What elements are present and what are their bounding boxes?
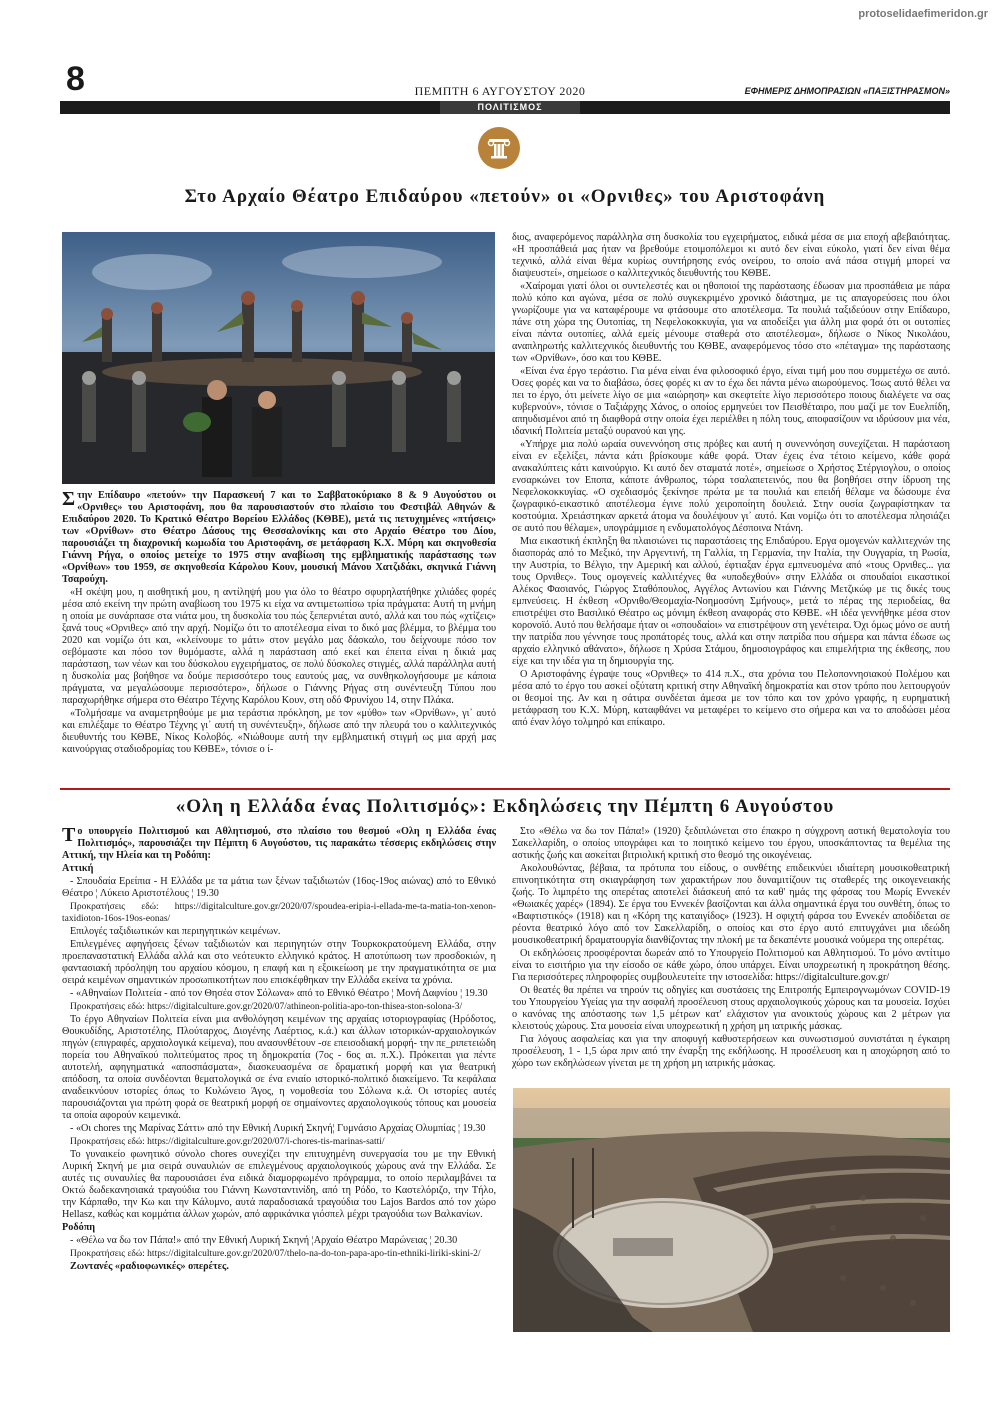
article2-paragraph: Οι εκδηλώσεις προσφέρονται δωρεάν από το Υπουργείο Πολιτισμού και Αθλητισμού. Το μόνο αντίτιμο είναι το εισιτήριο για την είσοδο σε κάθε χώρο, όπου υπάρχει. Είναι υποχρεωτική η προκράτηση θέσης. Για περισσότερες πληροφορίες συμβουλευτείτε την ιστοσελίδα: https://digitalculture.gov.gr/	[512, 948, 950, 983]
article2-paragraph: Για λόγους ασφαλείας και για την αποφυγή καθυστερήσεων και συνωστισμού συνιστάται η έγκαιρη προσέλευση, 1 - 1,5 ώρα πριν από την έναρξη της εκδήλωσης. Η προσέλευση και η αποχώρηση από το χώρο των εκδηλώσεων γίνεται με τη χρήση μη ιατρικής μάσκας.	[512, 1034, 950, 1069]
booking-link[interactable]: Προκρατήσεις εδώ: https://digitalculture.gov.gr/2020/07/i-chores-tis-marinas-satti/	[70, 1137, 385, 1147]
article1-paragraph: Μια εικαστική έκπληξη θα πλαισιώνει τις παραστάσεις της Επιδαύρου. Εργα ομογενών καλλιτεχνών της διασποράς από το Μεξικό, την Αργεντινή, τη Γαλλία, τη Γερμανία, την Ιταλία, την Ουγγαρία, τη Ρωσία, την Αυστρία, το Βέλγιο, την Αμερική και αλλού, έφτιαξαν έργα εμπνευσμένα από «τους Ορνιθες... για τους Ορνιθες». Τους ομογενείς καλλιτέχνες θα «υποδεχθούν» στην Ελλάδα οι σπουδαίοι εικαστικοί Αλέκος Φασιανός, Γιώργος Σταθόπουλος, Αγγέλος Αντωνίου και Γιάννης Μετζικώφ με τις δικές τους εμπνεύσεις. Η έκθεση «Ορνιθο/Θεομαχία-Νοημοσύνη Σμήνους», μετά το πέρας της περιοδείας, θα επιστρέψει στο Βασιλικό Θέατρο ως μόνιμη έκθεση αναφοράς στο ΚΘΒΕ. «Η ιδέα γεννήθηκε μέσα στον κορονοϊό. Αυτό που θελήσαμε ήταν οι «σπουδαίοι» να επιστρέψουν στη γενέτειρα. Όχι όμως μόνο σε αυτή την πατρίδα που γέννησε τους προπάτορές τους, αλλά και στην πατρίδα που σήμερα και πάντα έδωσε ως αρχαίο ελληνικό αθάνατο», δήλωσε η Χρύσα Στάμου, δημοσιογράφος και επιμελήτρια της έκθεσης, που είχε και την ιδέα για τη δημιουργία της.	[512, 536, 950, 667]
event-line: Ζωντανές «ραδιοφωνικές» οπερέτες.	[70, 1261, 229, 1272]
article1-left-column	[62, 490, 496, 780]
ancient-theatre-photo	[513, 1088, 950, 1332]
event-line: Το γυναικείο φωνητικό σύνολο chores συνεχίζει την επιτυχημένη συνεργασία του με την Εθνική Λυρική Σκηνή με μια σειρά συναυλιών σε επιλεγμένους αρχαιολογικούς χώρους ανά την Ελλάδα. Σε αυτές τις συναυλίες θα παρουσιάσει ένα ειδικά διαμορφωμένο πρόγραμμα, το οποίο περιλαμβάνει τα Οκτώ δωδεκανησιακά τραγούδια του Γιάννη Κωνσταντινίδη, από τη Ρόδο, το Καστελόριζο, την Τήλο, την Κάρπαθο, την Κω και την Κάλυμνο, αυτά παραδοσιακά τραγούδια του Lajos Bardos από τον χώρο Hellasz, καθώς και κομμάτια άλλων χωρών, από αφρικάνικα γιόσπελ μέχρι τραγούδια των Βαλκανίων.	[62, 1149, 496, 1220]
event-line: - «Οι chores της Μαρίνας Σάττι» από την Εθνική Λυρική Σκηνή¦ Γυμνάσιο Αρχαίας Ολυμπίας ¦ 19.30	[70, 1123, 486, 1134]
article1-paragraph: «Χαίρομαι γιατί όλοι οι συντελεστές και οι ηθοποιοί της παράστασης έδωσαν μια προσπάθεια με πάρα πολύ κόπο και αγώνα, μέσα σε πολύ συγκεκριμένο χρονικό διάστημα, με τις απαγορεύσεις που όλοι γνωρίζουμε για να καταφέρουμε να φτάσουμε στο αποτέλεσμα. Τα πουλιά ταξιδεύουν στην Επίδαυρο, πάνε στη χώρα της Ουτοπίας, τη Νεφελοκοκκυγία, για να αποδείξει για άλλη μια φορά ότι οι ουτοπίες είναι πάντα ουτοπίες, αλλά εμείς μένουμε σταθερά στο αποτέλεσμα», δήλωσε ο Νίκος Νικολάου, αναπληρωτής καλλιτεχνικός διευθυντής του ΚΘΒΕ, αναφερόμενος τόσο στο «πέταγμα» της παράστασης των «Ορνίθων», όσο και του ΚΘΒΕ.	[512, 281, 950, 364]
event-line: Επιλεγμένες αφηγήσεις ξένων ταξιδιωτών και περιηγητών στην Τουρκοκρατούμενη Ελλάδα, στην προεπαναστατική Ελλάδα αλλά και στο νεότευκτο ελληνικό κράτος. Η αποτύπωση των προσδοκιών, η φαντασιακή πρόσληψη του αρχαίου κόσμου, η επαφή και η εξοικείωση με την πραγματικότητα σε μια σειρά κειμένων σημαντικών προσωπικοτήτων που επισκέφθηκαν την Ελλάδα εκείνα τα χρόνια.	[62, 939, 496, 986]
section-label: ΠΟΛΙΤΙΣΜΟΣ	[440, 101, 580, 114]
ionic-column-emblem-icon	[478, 127, 520, 169]
dropcap-letter: Τ	[62, 826, 76, 846]
article1-paragraph: «Υπήρχε μια πολύ ωραία συνεννόηση στις πρόβες και αυτή η συνεννόηση συνεχίζεται. Η παράσταση είναι εν εξελίξει, πάντα κάτι βρίσκουμε κάθε φορά. Όταν έχεις ένα τέτοιο κείμενο, κάθε φορά ανακαλύπτεις κάτι καινούργιο. Κι αυτό δεν σταματά ποτέ», σημείωσε ο Χρήστος Στέργιογλου, ο οποίος ενσαρκώνει τον Εποπα, κάποτε άνθρωπος, τώρα τσαλαπετεινός, που θα βοηθήσει στην ίδρυση της Νεφελοκοκκυγίας. «Ο σχεδιασμός ξεκίνησε πρώτα με τα πουλιά και επειδή θέλαμε να δώσουμε ένα ζωγραφικό-εικαστικό αποτέλεσμα έγινε πολύ χειροποίητη δουλειά. Στην ουσία ζωγραφίστηκαν τα κοστούμια. Χρειάστηκαν αρκετά άτομα να δουλέψουν γι᾽ αυτό. Και νομίζω ότι το αποτέλεσμα πλησιάζει σε αυτό που θέλαμε», υπογράμμισε η ενδυματολόγος Δέσποινα Ντάνη.	[512, 439, 950, 534]
booking-link[interactable]: Προκρατήσεις εδώ: https://digitalculture.gov.gr/2020/07/spoudea-eripia-i-ellada-me-ta-matia-ton-xenon-taxidioton-16os-19os-eonas/	[62, 902, 496, 924]
article2-paragraph: Οι θεατές θα πρέπει να τηρούν τις οδηγίες και συστάσεις της Επιτροπής Εμπειρογνωμόνων COVID-19 του Υπουργείου Υγείας για την ασφαλή προσέλευση στους αρχαιολογικούς χώρους και τα μουσεία. Ισχύει ο κανόνας της απόστασης των 1,5 μέτρων κατ' ελάχιστον για ανοικτούς χώρους και 2 μέτρων για κλειστούς χώρους. Στα μουσεία είναι υποχρεωτική η χρήση μη ιατρικής μάσκας.	[512, 985, 950, 1032]
article1-paragraph: «Τολμήσαμε να αναμετρηθούμε με μια τεράστια πρόκληση, με τον «μύθο» των «Ορνίθων», γι᾽ αυτό και επιλέξαμε το Θέατρο Τέχνης γι᾽ αυτή τη συνέντευξη», δήλωσε από την πλευρά του ο καλλιτεχνικός διευθυντής του ΚΘΒΕ, Νίκος Κολοβός. «Νιώθουμε αυτή την εμβληματική στιγμή ως μια αρχή μας καινούργιας σταδιοδρομίας του ΚΘΒΕ», τόνισε ο ί-	[62, 708, 496, 755]
region-heading-rodopi: Ροδόπη	[62, 1222, 96, 1233]
event-line: Το έργο Αθηναίων Πολιτεία είναι μια ανθολόγηση κειμένων της αρχαίας ιστοριογραφίας (Ηρόδοτος, Θουκυδίδης, Αριστοτέλης, Πλούταρχος, Διογένης Λαέρτιος, κ.ά.) και άλλων ιστορικών-αρχαιολογικών πηγών (επιγραφές, αρχαιολογικά κείμενα), που ανασυνθέτουν -σε επεισοδιακή μορφή- την πε_ριπετειώδη πορεία του Αθηναϊκού πολιτεύματος προς τη δημοκρατία (7ος - 6ος αι. π.Χ.). Πρόκειται για πέντε αυτοτελή, αφηγηματικά «αποσπάσματα», διασκευασμένα σε δραματική μορφή και για θεατρική απόδοση, τα οποία συνδέονται θεματολογικά σε ένα ενιαίο ιστορικό-πολιτικό διακείμενο. Τα κεφάλαια αναδεικνύουν ιστορίες όπως το Κυλώνειο Άγος, η νομοθεσία του Σόλωνα κ.ά. Οι ιστορίες αυτές παρουσιάζονται για πρώτη φορά σε θεατρική μορφή σε σημαίνοντες αρχαιολογικούς τόπους και μουσεία τα οποία αφορούν κειμενικά.	[62, 1014, 496, 1121]
article2-headline: «Ολη η Ελλάδα ένας Πολιτισμός»: Εκδηλώσεις την Πέμπτη 6 Αυγούστου	[175, 796, 835, 817]
article1-right-column	[512, 232, 950, 780]
region-heading-attiki: Αττική	[62, 863, 94, 874]
article1-paragraph: «Η σκέψη μου, η αισθητική μου, η αντίληψή μου για όλο το θέατρο σφυρηλατήθηκε χιλιάδες φορές μέσα από εκείνη την πρώτη αναβίωση του 1975 κι είχα να αντιμετωπίσω τρία πράγματα: Αυτή τη μνήμη η οποία με συνάρπασε στα νιάτα μου, τη δυσκολία του πώς ξεπερνιέται αυτό, αλλά και του πώς «χτίζεις» ξανά τους «Ορνιθες» από την αρχή. Νομίζω ότι το αποτέλεσμα είναι το δικό μας βλέμμα, το βλέμμα του 2020 και νομίζω ότι και, «κλείνουμε το μάτι» στον μεγάλο μας δάσκαλο, του δείχνουμε πόσο τον σεβόμαστε και πόσο τον θυμόμαστε, αλλά η παράσταση από εκεί και έπειτα είναι η δικιά μας παράσταση, των νέων και του δύσκολου εγχειρήματος, σε πολύ δύσκολες στιγμές, αλλά παράλληλα αυτή η δυσκολία μας βοήθησε να δούμε περισσότερο τους εαυτούς μας, να συνθηκολογήσουμε με κάποια πράγματα, να μεγαλώσουμε περισσότερο», δήλωσε ο Γιάννης Ρήγας στη συνέντευξη Τύπου που παραχωρήθηκε σήμερα στο Θέατρο Τέχνης Καρόλου Κουν, στη οδό Φρυνίχου 14, στην Πλάκα.	[62, 587, 496, 706]
birds-performance-photo	[62, 232, 495, 484]
article2-paragraph: Ακολουθώντας, βέβαια, τα πρότυπα του είδους, ο συνθέτης επιδεικνύει ιδιαίτερη μουσικοθεατρική επινοητικότητα στη σκιαγράφηση των χαρακτήρων που δυναμιτίζουν τις σταθερές της οικογενειακής ζωής. Το λιμπρέτο της οπερέτας αποτελεί διάσκευή από τα καθ' ημάς της φάρσας του Μωρίς Εννεκέν «Θωιακές χαρές» (1894). Σε έργα του Εννεκέν βασίζονται και άλλα σημαντικά έργα του συνθέτη, όπως το «Βαφτιστικός» (1918) και η «Κόρη της καταιγίδος» (1923). Η σφιχτή φάρσα του Εννεκέν αποδίδεται σε ρέοντα θεατρικό λόγο από τον Σακελλαρίδη, ο οποίος και στο έργο αυτό επιτυγχάνει μια ιδεώδη μουσικοθεατρική δραματουργία διανθίζοντας την πλοκή με τα δεκαπέντε μουσικά νούμερα της οπερέτας.	[512, 863, 950, 946]
section-divider	[60, 788, 950, 790]
article1-headline: Στο Αρχαίο Θέατρο Επιδαύρου «πετούν» οι «Ορνιθες» του Αριστοφάνη	[184, 186, 826, 207]
event-line: - «Θέλω να δω τον Πάπα!» από την Εθνική Λυρική Σκηνή ¦Αρχαίο Θέατρο Μαρώνειας ¦ 20.30	[70, 1235, 458, 1246]
site-watermark: protoselidaefimeridon.gr	[858, 8, 988, 20]
event-line: Επιλογές ταξιδιωτικών και περιηγητικών κειμένων.	[70, 926, 281, 937]
article1-paragraph: διος, αναφερόμενος παράλληλα στη δυσκολία του εγχειρήματος, ειδικά μέσα σε μια εποχή αβεβαιότητας. «Η προσπάθειά μας ήταν να βρεθούμε ετοιμοπόλεμοι κι αυτό δεν είναι εύκολο, γιατί δεν είναι θέμα τεχνικό, αλλά είναι θέμα κυρίως συντήρησης ενός ονείρου, το οποίο ανά πάσα στιγμή μπορεί να διαψευστεί», σημείωσε ο καλλιτεχνικός διευθυντής του ΚΘΒΕ.	[512, 232, 950, 279]
page-number: 8	[66, 60, 85, 98]
booking-link[interactable]: Προκρατήσεις εδώ: https://digitalculture.gov.gr/2020/07/thelo-na-do-ton-papa-apo-tin-ethniki-liriki-skini-2/	[70, 1249, 481, 1259]
dropcap-letter: Σ	[62, 490, 76, 510]
article1-paragraph: «Είναι ένα έργο τεράστιο. Για μένα είναι ένα φιλοσοφικό έργο, είναι τιμή μου που συμμετέχω σε αυτό. Όσες φορές και να το διαβάσω, όσες φορές κι αν το έχω δει πάντα μένω αιωρούμενος. Ίσως αυτό θέλει να πει το έργο, ότι μείνετε λίγο σε μια «αιώρηση» και σκεφτείτε λίγο περισσότερο ποιους διαλέγετε να σας κυβερνούν», τόνισε ο Ταξιάρχης Χάνος, ο οποίος ερμηνεύει τον Πεισθέταιρο, που μαζί με τον Ευελπίδη, απηυδισμένοι από τη διαφθορά στην οποία έχει περιέλθει η πόλη τους, αποφασίζουν να ιδρύσουν μια νέα, ιδανική Πολιτεία μεταξύ ουρανού και γης.	[512, 366, 950, 437]
article1-paragraph: Ο Αριστοφάνης έγραψε τους «Ορνιθες» το 414 π.Χ., στα χρόνια του Πελοποννησιακού Πολέμου και μέσα από το έργο του ασκεί οξύτατη κριτική στην Αθηναϊκή δημοκρατία και στον τρόπο που λειτουργούν οι θεσμοί της. Αν και η σάτιρα συνδέεται άμεσα με τον τόπο και τον χρόνο γραφής, η ευρηματική μετάφραση του Κ.Χ. Μύρη, καταφθάνει να μεταφέρει το κείμενο στο σήμερα και να το αποδώσει μέσα από έναν λόγο τολμηρό και επίκαιρο.	[512, 669, 950, 728]
booking-link[interactable]: Προκρατήσεις εδώ: https://digitalculture.gov.gr/2020/07/athineon-politia-apo-ton-thisea-ston-solona-3/	[70, 1002, 463, 1012]
issue-date: ΠΕΜΠΤΗ 6 ΑΥΓΟΥΣΤΟΥ 2020	[414, 84, 586, 98]
article2-left-column	[62, 826, 496, 1326]
event-line: - «Αθηναίων Πολιτεία - από τον Θησέα στον Σόλωνα» από το Εθνικό Θέατρο ¦ Μονή Δαφνίου ¦ 19.30	[70, 988, 488, 999]
article2-lead: ο υπουργείο Πολιτισμού και Αθλητισμού, στο πλαίσιο του θεσμού «Ολη η Ελλάδα ένας Πολιτισμός», παρουσιάζει την Πέμπτη 6 Αυγούστου, τις παρακάτω τέσσερις εκδηλώσεις στην Αττική, την Ηλεία και τη Ροδόπη:	[62, 826, 496, 861]
event-line: - Σπουδαία Ερείπια - Η Ελλάδα με τα μάτια των ξένων ταξιδιωτών (16ος-19ος αιώνας) από το Εθνικό Θέατρο ¦ Λύκειο Αριστοτέλους ¦ 19.30	[62, 876, 496, 899]
article2-paragraph: Στο «Θέλω να δω τον Πάπα!» (1920) ξεδιπλώνεται στο έπακρο η σύγχρονη αστική θεματολογία του Σακελλαρίδη, ο οποίος υπογράφει και το ποιητικό κείμενο του έργου, υποσκάπτοντας τα θεμέλια της αστικής ζωής και ασκείται βιτριολική κριτική στο θεσμό της οικογένειας.	[512, 826, 950, 861]
newspaper-masthead: ΕΦΗΜΕΡΙΣ ΔΗΜΟΠΡΑΣΙΩΝ «ΠΑΞΙΣΤΗΡΑΣΜΟΝ»	[744, 86, 950, 96]
article1-lead: την Επίδαυρο «πετούν» την Παρασκευή 7 και το Σαββατοκύριακο 8 & 9 Αυγούστου οι «Ορνιθες» του Αριστοφάνη, που θα παρουσιαστούν στο πλαίσιο του Φεστιβάλ Αθηνών & Επιδαύρου 2020. Το Κρατικό Θέατρο Βορείου Ελλάδος (ΚΘΒΕ), μετά τις πετυχημένες «πτήσεις» των «Ορνίθων» στο Θέατρο Δάσους της Θεσσαλονίκης και στο Αρχαίο Θέατρο του Δίου, παρουσιάζει τη διαχρονική κωμωδία του Αριστοφάνη, σε μετάφραση Κ.Χ. Μύρη και σκηνοθεσία Γιάννη Ρήγα, ο οποίος μετείχε το 1975 στην αναβίωση της εμβληματικής παράστασης των «Ορνίθων» του 1959, σε σκηνοθεσία Κάρολου Κουν, μουσική Μάνου Χατζιδάκι, σκηνικά Γιάννη Τσαρούχη.	[62, 490, 496, 585]
article2-right-column	[512, 826, 950, 1084]
